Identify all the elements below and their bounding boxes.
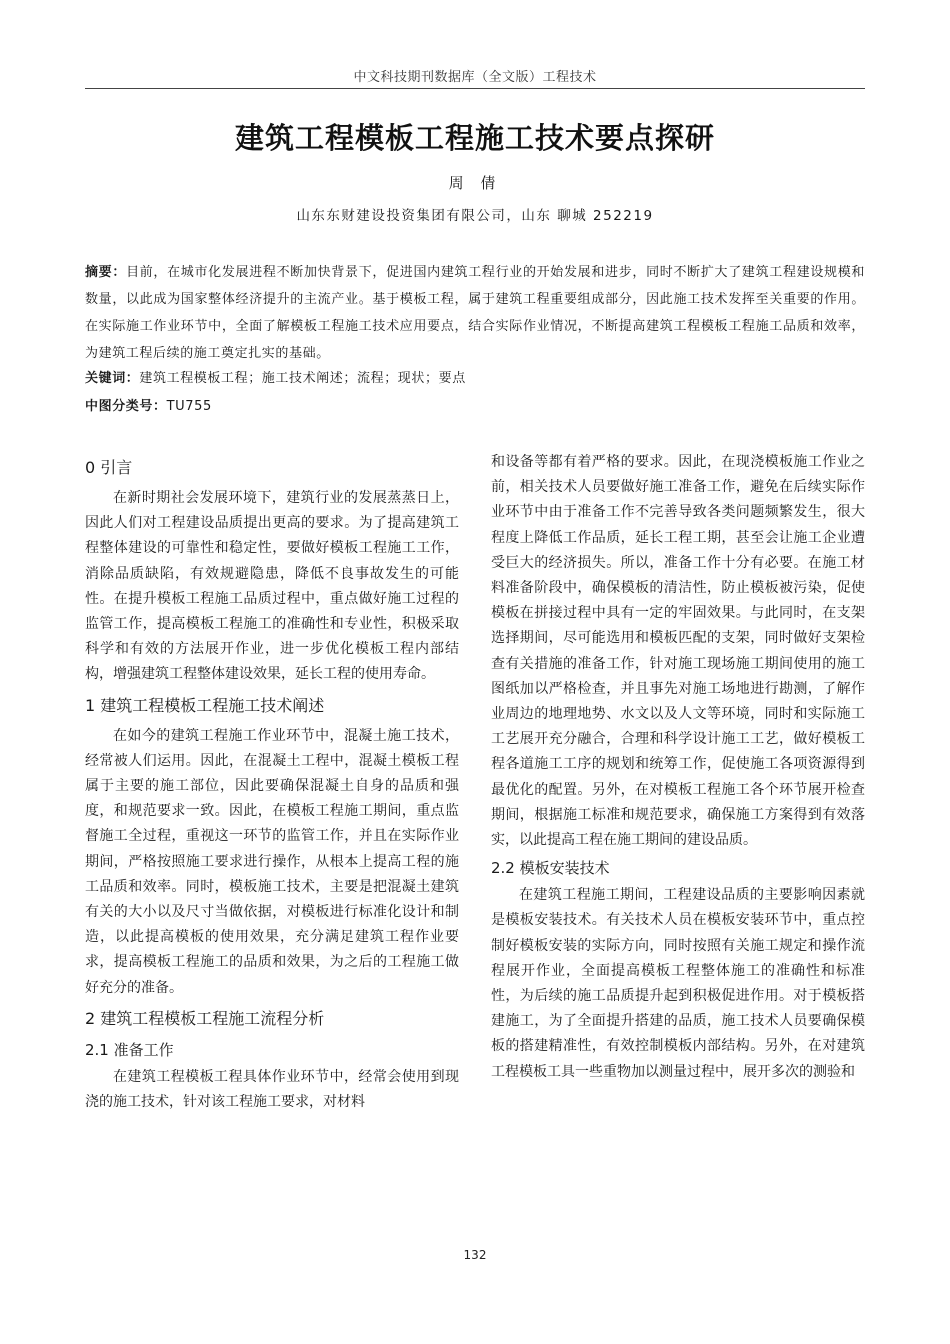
classification-text: TU755	[166, 399, 212, 414]
keywords-label: 关键词：	[85, 371, 140, 386]
classification-label: 中图分类号：	[85, 399, 167, 414]
paper-title: 建筑工程模板工程施工技术要点探研	[234, 121, 715, 155]
section-2-heading: 2 建筑工程模板工程施工流程分析	[85, 1008, 325, 1028]
section-2-2-heading: 2.2 模板安装技术	[491, 859, 610, 878]
section-2-2-paragraph: 在建筑工程施工期间，工程建设品质的主要影响因素就是模板安装技术。有关技术人员在模板安装环节中，重点控制好模板安装的实际方向，同时按照有关施工规定和操作流程展开作业，全面提高模板工程整体施工的准确性和标准性，为后续的施工品质提升起到积极促进作用。对于模板搭建施工，为了全面提升搭建的品质，施工技术人员要确保模板的搭建精准性，有效控制模板内部结构。另外，在对建筑工程模板工具一些重物加以测量过程中，展开多次的测验和	[491, 887, 865, 1080]
header-divider	[85, 88, 865, 89]
journal-header: 中文科技期刊数据库（全文版）工程技术	[353, 70, 597, 85]
author-name: 周 倩	[448, 174, 502, 192]
keywords-text: 建筑工程模板工程；施工技术阐述；流程；现状；要点	[139, 371, 466, 386]
abstract-text: 目前，在城市化发展进程不断加快背景下，促进国内建筑工程行业的开始发展和进步，同时不断扩大了建筑工程建设规模和数量，以此成为国家整体经济提升的主流产业。基于模板工程，属于建筑工程重要组成部分，因此施工技术发挥至关重要的作用。在实际施工作业环节中，全面了解模板工程施工技术应用要点，结合实际作业情况，不断提高建筑工程模板工程施工品质和效率，为建筑工程后续的施工奠定扎实的基础。	[85, 265, 865, 361]
abstract-label: 摘要：	[85, 265, 127, 280]
abstract	[85, 259, 865, 367]
section-0-paragraph: 在新时期社会发展环境下，建筑行业的发展蒸蒸日上，因此人们对工程建设品质提出更高的要求。为了提高建筑工程整体建设的可靠性和稳定性，要做好模板工程施工工作，消除品质缺陷，有效规避隐患，降低不良事故发生的可能性。在提升模板工程施工品质过程中，重点做好施工过程的监管工作，提高模板工程施工的准确性和专业性，积极采取科学和有效的方法展开作业，进一步优化模板工程内部结构，增强建筑工程整体建设效果，延长工程的使用寿命。	[85, 490, 459, 683]
section-1-heading: 1 建筑工程模板工程施工技术阐述	[85, 695, 325, 715]
section-2-1-paragraph: 在建筑工程模板工程具体作业环节中，经常会使用到现浇的施工技术，针对该工程施工要求，对材料	[85, 1068, 459, 1111]
section-1-paragraph: 在如今的建筑工程施工作业环节中，混凝土施工技术，经常被人们运用。因此，在混凝土工程中，混凝土模板工程属于主要的施工部位，因此要确保混凝土自身的品质和强度，和规范要求一致。因此，在模板工程施工期间，重点监督施工全过程，重视这一环节的监管工作，并且在实际作业期间，严格按照施工要求进行操作，从根本上提高工程的施工品质和效率。同时，模板施工技术，主要是把混凝土建筑有关的大小以及尺寸当做依据，对模板进行标准化设计和制造，以此提高模板的使用效果，充分满足建筑工程作业要求，提高模板工程施工的品质和效果，为之后的工程施工做好充分的准备。	[85, 727, 459, 996]
section-2-1-heading: 2.1 准备工作	[85, 1040, 174, 1059]
section-0-heading: 0 引言	[85, 458, 133, 477]
keywords	[85, 367, 865, 386]
classification-number	[85, 395, 865, 414]
section-2-1-paragraph-continued: 和设备等都有着严格的要求。因此，在现浇模板施工作业之前，相关技术人员要做好施工准备工作，避免在后续实际作业环节中由于准备工作不完善导致各类问题频繁发生，很大程度上降低工作品质，延长工程工期，甚至会让施工企业遭受巨大的经济损失。所以，准备工作十分有必要。在施工材料准备阶段中，确保模板的清洁性，防止模板被污染，促使模板在拼接过程中具有一定的牢固效果。与此同时，在支架选择期间，尽可能选用和模板匹配的支架，同时做好支架检查有关措施的准备工作，针对施工现场施工期间使用的施工图纸加以严格检查，并且事先对施工场地进行勘测，了解作业周边的地理地势、水文以及人文等环境，同时和实际施工工艺展开充分融合，合理和科学设计施工工艺，做好模板工程各道施工工序的规划和统筹工作，促使施工各项资源得到最优化的配置。另外，在对模板工程施工各个环节展开检查期间，根据施工标准和规范要求，确保施工方案得到有效落实，以此提高工程在施工期间的建设品质。	[491, 454, 865, 849]
left-column	[85, 450, 459, 1115]
author-affiliation: 山东东财建设投资集团有限公司，山东 聊城 252219	[296, 208, 654, 224]
right-column	[491, 450, 865, 1085]
page-number: 132	[463, 1248, 487, 1262]
